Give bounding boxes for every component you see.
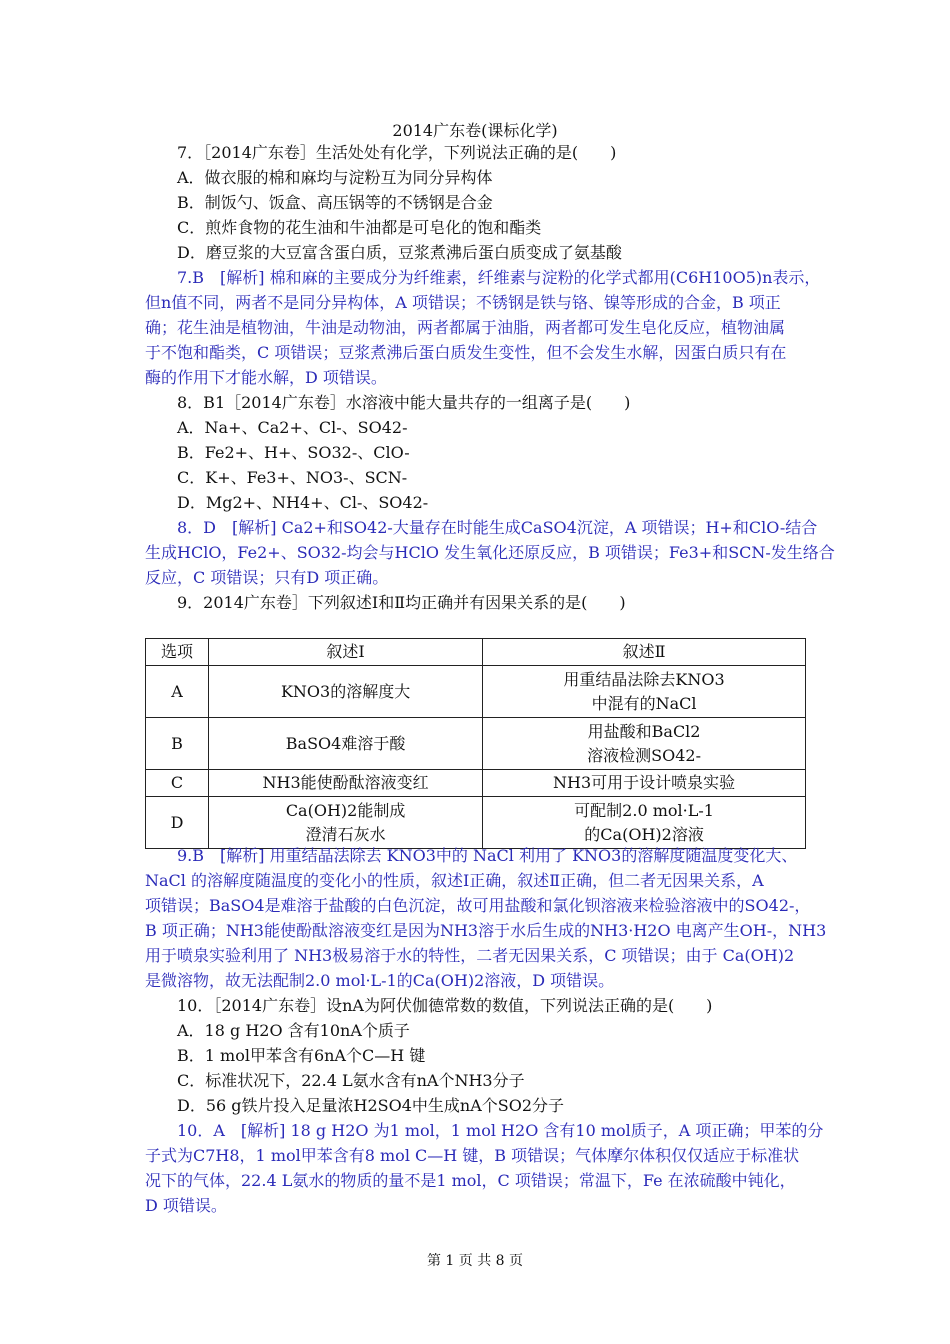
table-row <box>146 666 806 718</box>
question-stem: 9．2014广东卷］下列叙述Ⅰ和Ⅱ均正确并有因果关系的是( ) <box>177 593 626 612</box>
question-stem: 8．B1［2014广东卷］水溶液中能大量共存的一组离子是( ) <box>177 393 631 412</box>
option-d: D．56 g铁片投入足量浓H2SO4中生成nA个SO2分子 <box>177 1096 565 1115</box>
cell-line: 可配制2.0 mol·L-1 <box>574 800 714 820</box>
analysis-line: 9.B [解析] 用重结晶法除去 KNO3中的 NaCl 利用了 KNO3的溶解度随温度变化大、 <box>177 846 798 865</box>
page-title: 2014广东卷(课标化学) <box>392 121 558 140</box>
analysis-line: 子式为C7H8，1 mol甲苯含有8 mol C—H 键，B 项错误；气体摩尔体积仅仅适应于标准状 <box>145 1146 800 1165</box>
table-cell <box>483 797 806 849</box>
cell-line: Ca(OH)2能制成 <box>285 800 406 820</box>
table-header: 选项 <box>146 639 209 666</box>
analysis-line: 8．D [解析] Ca2+和SO42-大量存在时能生成CaSO4沉淀，A 项错误；H+和ClO-结合 <box>177 518 818 537</box>
analysis-line: 酶的作用下才能水解，D 项错误。 <box>145 368 387 387</box>
table-cell: B <box>146 718 209 770</box>
analysis-9 <box>145 843 827 993</box>
option-a: A．18 g H2O 含有10nA个质子 <box>177 1021 410 1040</box>
table-header-row <box>146 639 806 666</box>
option-b: B．1 mol甲苯含有6nA个C—H 键 <box>177 1046 426 1065</box>
analysis-line: 10．A [解析] 18 g H2O 为1 mol，1 mol H2O 含有10 mol质子，A 项正确；甲苯的分 <box>177 1121 824 1140</box>
question-stem: 7．［2014广东卷］生活处处有化学，下列说法正确的是( ) <box>177 143 617 162</box>
table-cell <box>483 718 806 770</box>
analysis-line: 用于喷泉实验利用了 NH3极易溶于水的特性，二者无因果关系，C 项错误；由于 Ca(OH)2 <box>145 946 795 965</box>
question-9 <box>145 590 810 615</box>
cell-line: 澄清石灰水 <box>305 824 386 844</box>
cell-line: 中混有的NaCl <box>591 693 697 713</box>
analysis-line: 7.B [解析] 棉和麻的主要成分为纤维素，纤维素与淀粉的化学式都用(C6H10O5)n表示， <box>177 268 821 287</box>
table-cell <box>483 666 806 718</box>
analysis-line: 确；花生油是植物油，牛油是动物油，两者都属于油脂，两者都可发生皂化反应，植物油属 <box>145 318 786 337</box>
analysis-line: 是微溶物，故无法配制2.0 mol·L-1的Ca(OH)2溶液，D 项错误。 <box>145 971 615 990</box>
analysis-line: 生成HClO，Fe2+、SO32-均会与HClO 发生氧化还原反应，B 项错误；Fe3+和SCN-发生络合 <box>145 543 835 562</box>
analysis-line: 但n值不同，两者不是同分异构体，A 项错误；不锈钢是铁与铬、镍等形成的合金，B 项正 <box>145 293 781 312</box>
table-cell: NH3可用于设计喷泉实验 <box>483 770 806 797</box>
analysis-line: NaCl 的溶解度随温度的变化小的性质，叙述Ⅰ正确，叙述Ⅱ正确，但二者无因果关系，A <box>145 871 764 890</box>
question-7 <box>145 140 821 390</box>
option-c: C．标准状况下，22.4 L氨水含有nA个NH3分子 <box>177 1071 525 1090</box>
cell-line: 用盐酸和BaCl2 <box>587 721 701 741</box>
analysis-line: B 项正确；NH3能使酚酞溶液变红是因为NH3溶于水后生成的NH3·H2O 电离产生OH-，NH3 <box>145 921 827 940</box>
table-cell: KNO3的溶解度大 <box>209 666 483 718</box>
table-header: 叙述Ⅱ <box>483 639 806 666</box>
cell-line: 溶液检测SO42- <box>587 745 701 765</box>
option-a: A．Na+、Ca2+、Cl-、SO42- <box>177 418 408 437</box>
table-header: 叙述Ⅰ <box>209 639 483 666</box>
option-a: A．做衣服的棉和麻均与淀粉互为同分异构体 <box>177 168 493 187</box>
analysis-line: D 项错误。 <box>145 1196 227 1215</box>
question-10 <box>145 993 824 1218</box>
cell-line: 的Ca(OH)2溶液 <box>584 824 704 844</box>
analysis-line: 反应，C 项错误；只有D 项正确。 <box>145 568 389 587</box>
table-cell <box>209 797 483 849</box>
analysis-line: 项错误；BaSO4是难溶于盐酸的白色沉淀，故可用盐酸和氯化钡溶液来检验溶液中的SO42-， <box>145 896 811 915</box>
options-table <box>145 638 806 849</box>
table-row <box>146 797 806 849</box>
option-c: C．煎炸食物的花生油和牛油都是可皂化的饱和酯类 <box>177 218 542 237</box>
question-stem: 10．［2014广东卷］设nA为阿伏伽德常数的数值，下列说法正确的是( ) <box>177 996 713 1015</box>
option-b: B．制饭勺、饭盒、高压锅等的不锈钢是合金 <box>177 193 493 212</box>
analysis-line: 于不饱和酯类，C 项错误；豆浆煮沸后蛋白质发生变性，但不会发生水解，因蛋白质只有在 <box>145 343 787 362</box>
cell-line: 用重结晶法除去KNO3 <box>563 669 725 689</box>
question-8 <box>145 390 835 590</box>
analysis-line: 况下的气体，22.4 L氨水的物质的量不是1 mol，C 项错误；常温下，Fe 在浓硫酸中钝化， <box>145 1171 796 1190</box>
table-cell: A <box>146 666 209 718</box>
option-b: B．Fe2+、H+、SO32-、ClO- <box>177 443 410 462</box>
option-d: D．Mg2+、NH4+、Cl-、SO42- <box>177 493 429 512</box>
table-cell: NH3能使酚酞溶液变红 <box>209 770 483 797</box>
table-cell: D <box>146 797 209 849</box>
table-row <box>146 718 806 770</box>
option-d: D．磨豆浆的大豆富含蛋白质，豆浆煮沸后蛋白质变成了氨基酸 <box>177 243 622 262</box>
table-cell: C <box>146 770 209 797</box>
table-cell: BaSO4难溶于酸 <box>209 718 483 770</box>
table-row <box>146 770 806 797</box>
page-footer: 第 1 页 共 8 页 <box>426 1253 524 1269</box>
option-c: C．K+、Fe3+、NO3-、SCN- <box>177 468 408 487</box>
